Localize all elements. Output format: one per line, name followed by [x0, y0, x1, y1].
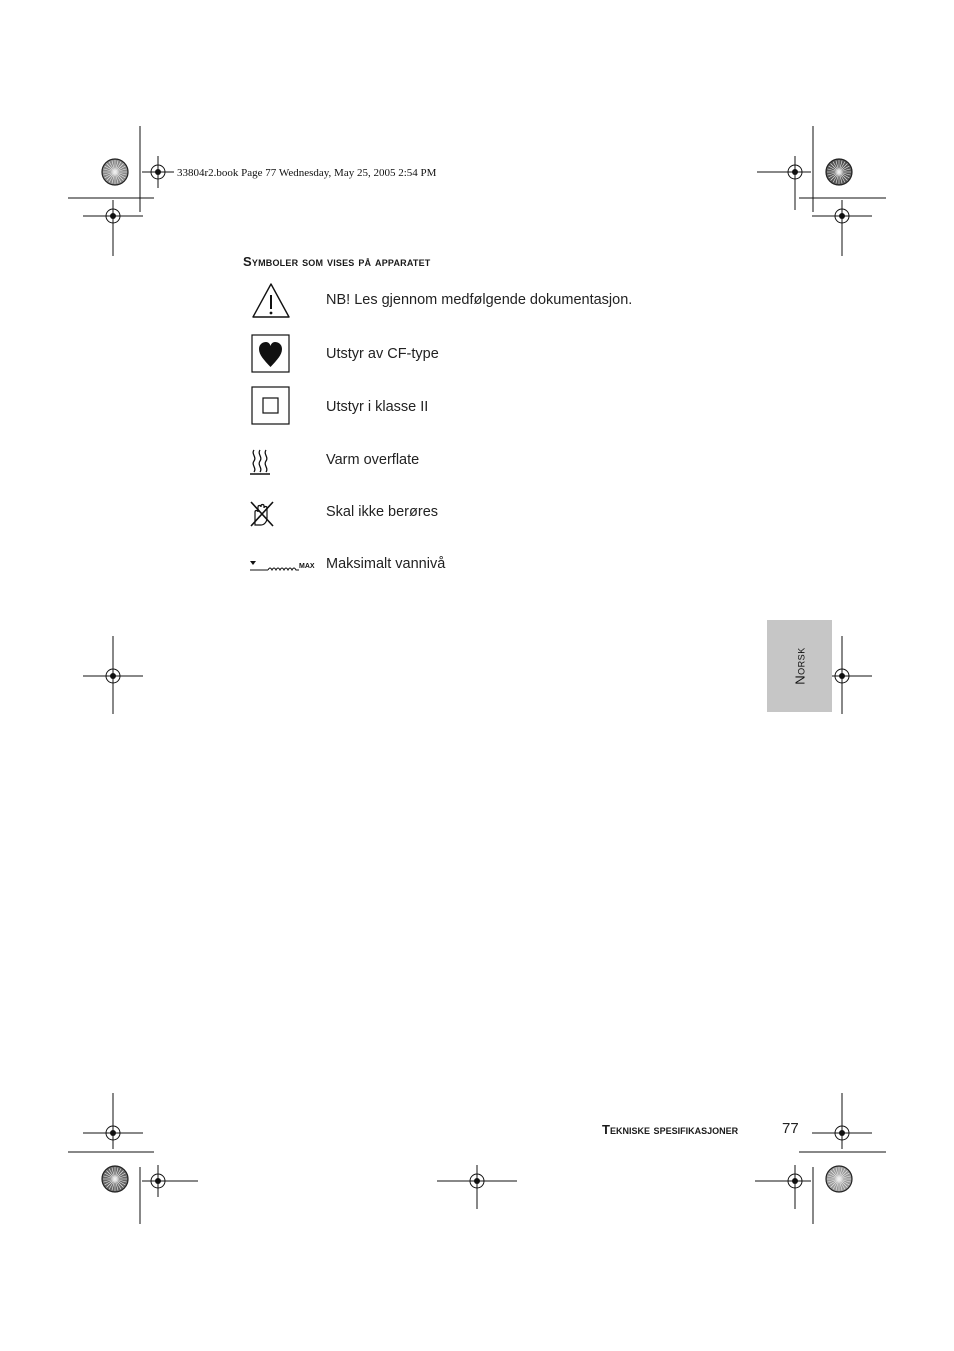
max-water-level-icon: [244, 558, 320, 579]
registration-targets: [83, 156, 872, 1209]
heart-cf-type-icon: [244, 334, 290, 379]
symbol-label-hot-surface: Varm overflate: [326, 452, 420, 468]
page-number: 77: [782, 1120, 799, 1137]
class-ii-double-square-icon: [244, 386, 290, 431]
symbol-label-warning: NB! Les gjennom medfølgende dokumentasjon.: [326, 292, 633, 308]
language-tab: [767, 620, 832, 712]
symbol-label-cf-type: Utstyr av CF-type: [326, 346, 439, 362]
do-not-touch-icon: [244, 500, 290, 533]
language-tab-label: Norsk: [792, 647, 807, 685]
symbol-label-max-water: Maksimalt vannivå: [326, 556, 446, 572]
symbol-label-do-not-touch: Skal ikke berøres: [326, 504, 439, 520]
section-title: Symboler som vises på apparatet: [243, 254, 431, 269]
max-label: MAX: [299, 563, 315, 570]
hot-surface-icon: [244, 448, 290, 481]
symbol-label-class-ii: Utstyr i klasse II: [326, 399, 429, 415]
book-info-header: 33804r2.book Page 77 Wednesday, May 25, 2005 2:54 PM: [177, 167, 437, 179]
footer-section-title: Tekniske spesifikasjoner: [602, 1122, 739, 1137]
warning-triangle-icon: [244, 281, 290, 326]
